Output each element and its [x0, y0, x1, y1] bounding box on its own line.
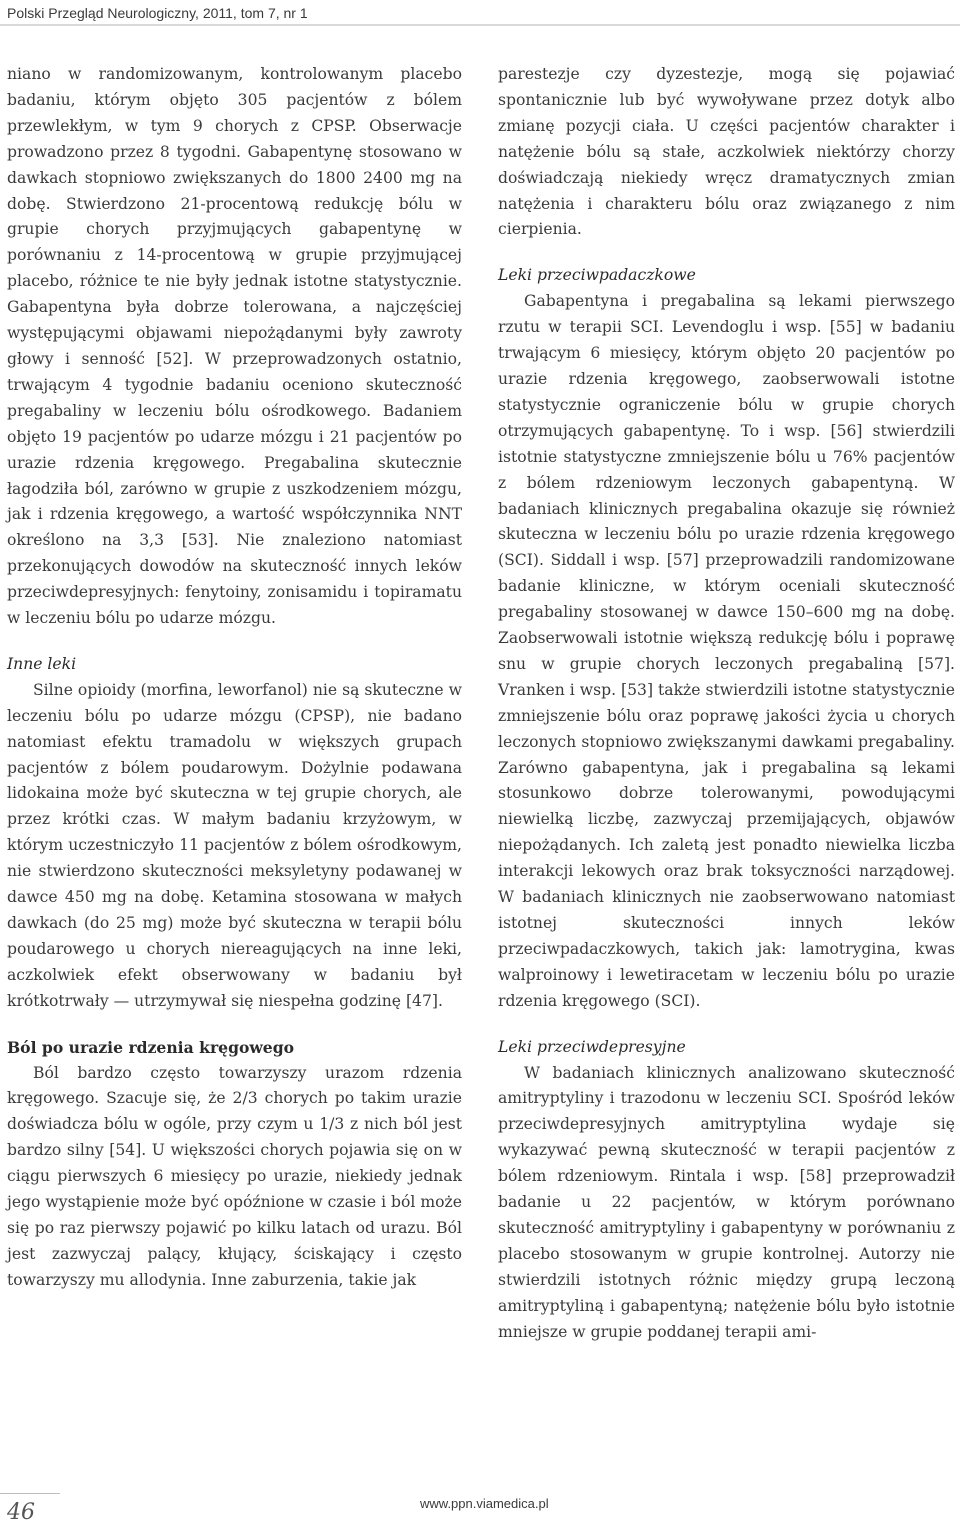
journal-website-link[interactable]: www.ppn.viamedica.pl: [420, 1496, 549, 1511]
header-divider: [0, 24, 960, 26]
section-heading-inne-leki: Inne leki: [7, 654, 77, 673]
page-number: 46: [7, 1500, 35, 1525]
section-heading-antiepileptics: Leki przeciwpadaczkowe: [498, 266, 696, 285]
section-heading-antidepressants: Leki przeciwdepresyjne: [498, 1037, 686, 1056]
paragraph-paresthesia: parestezje czy dyzestezje, mogą się pojawiać spontanicznie lub być wywoływane przez dotyk albo zmianę pozycji ciała. U części pacjentów charakter i natężenie bólu są stałe, aczkolwiek niektórzy chorzy doświadczają niekiedy wręcz dramatycznych zmian natężenia i charakteru bólu oraz związanego z nim cierpienia.: [498, 65, 955, 239]
paragraph-other-drugs: Silne opioidy (morfina, leworfanol) nie są skuteczne w leczeniu bólu po udarze mózgu (CPSP), nie badano natomiast efektu tramadolu w większych grupach pacjentów z bólem poudarowym. Dożylnie podawana lidokaina może być skuteczna w tej grupie chorych, ale przez krótki czas. W małym badaniu krzyżowym, w którym uczestniczyło 11 pacjentów z bólem ośrodkowym, nie stwierdzono skuteczności meksyletyny podawanej w dawce 450 mg na dobę. Ketamina stosowana w małych dawkach (do 25 mg) może być skuteczna w terapii bólu poudarowego u chorych niereagujących na inne leki, aczkolwiek efekt obserwowany w badaniu był krótkotrwały — utrzymywał się niespełna godzinę [47].: [7, 680, 462, 1010]
section-heading-spinal-cord-pain: Ból po urazie rdzenia kręgowego: [7, 1037, 295, 1057]
paragraph-gabapentin-cpsp: niano w randomizowanym, kontrolowanym placebo badaniu, którym objęto 305 pacjentów z bólem przewlekłym, w tym 9 chorych z CPSP. Obserwacje prowadzono przez 8 tygodni. Gabapentynę stosowano w dawkach stopniowo zwiększanych do 1800 2400 mg na dobę. Stwierdzono 21-procentową redukcję bólu w grupie chorych przyjmujących gabapentynę w porównaniu z 14-procentową w grupie przyjmującej placebo, różnice te nie były jednak istotne statystycznie. Gabapentyna była dobrze tolerowana, a najczęściej występującymi objawami niepożądanymi były zawroty głowy i senność [52]. W przeprowadzonych ostatnio, trwającym 4 tygodnie badaniu oceniono skuteczność pregabaliny w leczeniu bólu ośrodkowego. Badaniem objęto 19 pacjentów po udarze mózgu i 21 pacjentów po urazie rdzenia kręgowego. Pregabalina skutecznie łagodziła ból, zarówno w grupie z uszkodzeniem mózgu, jak i rdzenia kręgowego, a wartość współczynnika NNT określono na 3,3 [53]. Nie znaleziono natomiast przekonujących dowodów na skuteczność innych leków przeciwdepresyjnych: fenytoiny, zonisamidu i topiramatu w leczeniu bólu po udarze mózgu.: [7, 65, 462, 628]
right-column: [498, 62, 955, 1346]
paragraph-antiepileptics: Gabapentyna i pregabalina są lekami pierwszego rzutu w terapii SCI. Levendoglu i wsp. [55] w badaniu trwającym 6 miesięcy, którym objęto 20 pacjentów po urazie rdzenia kręgowego, zaobserwowali istotne statystycznie ograniczenie bólu w grupie chorych otrzymujących gabapentynę. To i wsp. [56] stwierdzili istotnie statystyczne zmniejszenie bólu u 76% pacjentów z bólem rdzeniowym leczonych gabapentyną. W badaniach klinicznych pregabalina okazuje się również skuteczna w leczeniu bólu po urazie rdzenia kręgowego (SCI). Siddall i wsp. [57] przeprowadzili randomizowane badanie kliniczne, w którym oceniali skuteczność pregabaliny stosowanej w dawce 150–600 mg na dobę. Zaobserwowali istotnie większą redukcję bólu i poprawę snu w grupie chorych leczonych pregabaliną [57]. Vranken i wsp. [53] także stwierdzili istotne statystycznie zmniejszenie bólu oraz poprawę jakości życia u chorych leczonych stopniowo zwiększanymi dawkami pregabaliny. Zarówno gabapentyna, jak i pregabalina są lekami stosunkowo dobrze tolerowanymi, powodującymi niewielką liczbę, zazwyczaj przemijających, objawów niepożądanych. Ich zaletą jest ponadto niewielka liczba interakcji lekowych oraz brak toksyczności narządowej. W badaniach klinicznych nie zaobserwowano natomiast istotnej skuteczności innych leków przeciwpadaczkowych, takich jak: lamotrygina, kwas walproinowy i lewetiracetam w leczeniu bólu po urazie rdzenia kręgowego (SCI).: [498, 292, 955, 1010]
footer-divider: [0, 1493, 60, 1494]
paragraph-antidepressants: W badaniach klinicznych analizowano skuteczność amitryptyliny i trazodonu w leczeniu SCI. Spośród leków przeciwdepresyjnych amitryptylina wydaje się wykazywać pewną skuteczność w terapii pacjentów z bólem rdzeniowym. Rintala i wsp. [58] przeprowadził badanie u 22 pacjentów, w którym porównano skuteczność amitryptyliny i gabapentyny w porównaniu z placebo stosowanym w grupie kontrolnej. Autorzy nie stwierdzili istotnych różnic między grupą leczoną amitryptyliną i gabapentyną; natężenie bólu było istotnie mniejsze w grupie poddanej terapii ami-: [498, 1063, 955, 1341]
paragraph-spinal-cord-pain: Ból bardzo często towarzyszy urazom rdzenia kręgowego. Szacuje się, że 2/3 chorych po takim urazie doświadcza bólu w ogóle, przy czym u 1/3 z nich ból jest bardzo silny [54]. U większości chorych pojawia się on w ciągu pierwszych 6 miesięcy po urazie, niekiedy jednak jego wystąpienie może być opóźnione w czasie i ból może się po raz pierwszy pojawić po kilku latach od urazu. Ból jest zazwyczaj palący, kłujący, ściskający i często towarzyszy mu allodynia. Inne zaburzenia, takie jak: [7, 1063, 462, 1289]
page-header: [0, 0, 960, 26]
left-column: [7, 62, 462, 1294]
journal-title: Polski Przegląd Neurologiczny, 2011, tom 7, nr 1: [7, 5, 308, 21]
